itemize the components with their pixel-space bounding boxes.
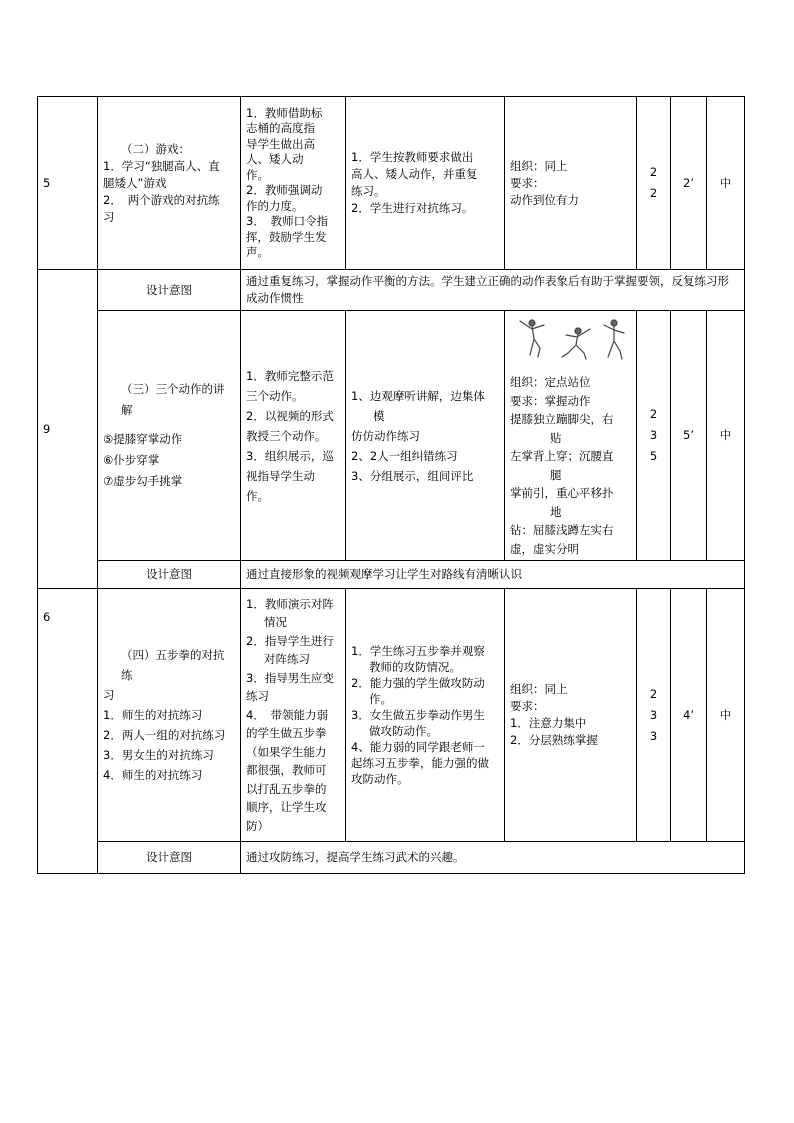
teacher-line: 1．教师演示对阵 [246, 596, 334, 611]
spacer [103, 421, 235, 429]
org-line: 动作到位有力 [510, 192, 579, 207]
org-line: 左掌背上穿；沉腰直 [510, 449, 614, 463]
teacher-line: 防） [246, 818, 269, 833]
student-line: 教师的攻防情况。 [369, 660, 461, 674]
count-digit: 5 [649, 449, 658, 463]
teacher-line: 挥，鼓励学生发 [246, 229, 327, 244]
content-line: ⑤提膝穿掌动作 [103, 432, 183, 446]
student-line: 做攻防动作。 [369, 724, 438, 738]
count-digit: 2 [649, 165, 658, 179]
design-intent-text: 通过重复练习，掌握动作平衡的方法。学生建立正确的动作表象后有助于掌握要领，反复练习形成动作惯性 [241, 270, 745, 311]
lesson-plan-table [37, 96, 745, 874]
org-line: 要求： [510, 699, 545, 713]
teacher-line: 以打乱五步拳的 [246, 781, 327, 796]
org-line: 组织：同上 [510, 158, 568, 173]
teacher-line: 视指导学生动 [246, 468, 315, 483]
organization-cell [505, 97, 637, 270]
count-digit: 3 [649, 707, 658, 722]
design-intent-label: 设计意图 [98, 270, 241, 311]
time-cell: 5’ [671, 311, 707, 561]
student-line: 1、边观摩听讲解，边集体 [351, 388, 485, 403]
teacher-line: 人、矮人动 [246, 152, 304, 166]
teacher-line: 1．教师完整示范 [246, 368, 334, 383]
content-line: 2．两人一组的对抗练习 [103, 728, 226, 742]
teacher-line: 3．指导男生应变 [246, 670, 334, 685]
org-line: 地 [550, 504, 562, 519]
student-line: 2、2人一组纠错练习 [351, 448, 458, 463]
student-line: 2．能力强的学生做攻防动 [351, 676, 485, 690]
org-line: 掌前引，重心平移扑 [510, 486, 614, 500]
org-line: 2．分层熟练掌握 [510, 733, 598, 747]
org-line: 虚，虚实分明 [510, 541, 579, 556]
student-line: 4、能力弱的同学跟老师一 [351, 740, 485, 754]
org-line: 钻：屈膝浅蹲左实右 [510, 523, 614, 537]
teacher-line: 2．教师强调动 [246, 183, 323, 197]
teacher-line: 1．教师借助标 [246, 105, 323, 120]
intensity-cell: 中 [707, 311, 745, 561]
org-line: 1．注意力集中 [510, 716, 587, 730]
student-cell [346, 311, 505, 561]
table-row-three-moves [38, 311, 745, 561]
student-line: 仿仿动作练习 [351, 428, 420, 443]
org-line: 要求：掌握动作 [510, 393, 591, 408]
teacher-line: 顺序，让学生攻 [246, 800, 327, 815]
student-line: 模 [373, 408, 385, 423]
org-line: 组织：同上 [510, 682, 568, 696]
teacher-line: 3． 教师口令指 [246, 214, 329, 228]
content-line: （二）游戏： [121, 141, 190, 156]
teacher-line: 声。 [246, 245, 269, 259]
student-line: 高人、矮人动作，并重复 [351, 167, 478, 181]
teacher-line: 对阵练习 [264, 652, 310, 667]
teacher-cell [241, 589, 346, 842]
count-digit: 2 [649, 686, 658, 701]
content-line: 1．师生的对抗练习 [103, 708, 203, 722]
student-line: 攻防动作。 [351, 772, 409, 786]
teacher-line: 三个动作。 [246, 388, 304, 403]
intensity-cell: 中 [707, 589, 745, 842]
teacher-line: 作的力度。 [246, 198, 304, 213]
count-digit: 2 [649, 186, 658, 200]
teacher-line: 志桶的高度指 [246, 121, 315, 135]
count-cell [637, 97, 671, 270]
teacher-line: 4． 带领能力弱 [246, 707, 329, 722]
content-line: 腿矮人”游戏 [103, 175, 167, 190]
content-line: 1．学习“独腿高人、直 [103, 158, 220, 173]
teacher-line: 练习 [246, 689, 269, 704]
table-row-five-step-fist [38, 589, 745, 842]
design-intent-row [38, 842, 745, 874]
teacher-line: 都很强，教师可 [246, 763, 327, 778]
org-line: 组织：定点站位 [510, 375, 591, 389]
intensity-cell: 中 [707, 97, 745, 270]
organization-cell [505, 311, 637, 561]
org-line: 贴 [550, 430, 562, 445]
design-intent-label: 设计意图 [98, 561, 241, 589]
content-line: 习 [103, 209, 115, 224]
martial-arts-figures-illustration [510, 315, 630, 363]
count-digit: 3 [649, 728, 658, 743]
count-digit: 2 [649, 407, 658, 421]
content-line: ⑥仆步穿掌 [103, 453, 160, 467]
org-line: 要求： [510, 175, 545, 190]
teacher-cell [241, 311, 346, 561]
count-cell [637, 589, 671, 842]
design-intent-row [38, 270, 745, 311]
design-intent-text: 通过攻防练习，提高学生练习武术的兴趣。 [241, 842, 745, 874]
teacher-cell [241, 97, 346, 270]
design-intent-row [38, 561, 745, 589]
content-cell [98, 589, 241, 842]
content-line: 2． 两个游戏的对抗练 [103, 192, 220, 207]
teacher-line: 情况 [264, 615, 287, 630]
content-cell [98, 311, 241, 561]
content-cell [98, 97, 241, 270]
org-line: 提膝独立蹦脚尖，右 [510, 412, 614, 426]
design-intent-text: 通过直接形象的视频观摩学习让学生对路线有清晰认识 [241, 561, 745, 589]
teacher-line: 作。 [246, 167, 269, 182]
student-line: 3、分组展示，组间评比 [351, 468, 474, 483]
teacher-line: 2．以视频的形式 [246, 408, 334, 423]
teacher-line: 2．指导学生进行 [246, 633, 334, 648]
content-line: 4．师生的对抗练习 [103, 768, 203, 782]
student-line: 1．学生练习五步拳并观察 [351, 644, 485, 658]
table-row-game [38, 97, 745, 270]
time-cell: 4’ [671, 589, 707, 842]
organization-cell [505, 589, 637, 842]
content-line: （四）五步拳的对抗练 [121, 648, 225, 682]
teacher-line: （如果学生能力 [246, 744, 327, 759]
student-line: 起练习五步拳，能力强的做 [351, 756, 489, 770]
row-index: 6 [38, 589, 98, 874]
teacher-line: 教授三个动作。 [246, 428, 327, 443]
time-cell: 2’ [671, 97, 707, 270]
design-intent-label: 设计意图 [98, 842, 241, 874]
student-line: 3．女生做五步拳动作男生 [351, 708, 485, 722]
student-line: 练习。 [351, 184, 386, 198]
count-cell [637, 311, 671, 561]
count-digit: 3 [649, 428, 658, 442]
student-line: 作。 [369, 692, 392, 706]
student-cell [346, 97, 505, 270]
teacher-line: 的学生做五步拳 [246, 726, 327, 741]
student-line: 1．学生按教师要求做出 [351, 150, 474, 164]
content-line: 3．男女生的对抗练习 [103, 748, 214, 762]
content-line: ⑦虚步勾手挑掌 [103, 474, 183, 488]
teacher-line: 3．组织展示，巡 [246, 448, 334, 463]
row-index: 9 [38, 270, 98, 589]
content-line: （三）三个动作的讲解 [121, 382, 225, 417]
student-cell [346, 589, 505, 842]
content-line: 习 [103, 688, 115, 702]
teacher-line: 作。 [246, 488, 269, 503]
org-line: 腿 [550, 467, 562, 482]
student-line: 2．学生进行对抗练习。 [351, 201, 474, 215]
teacher-line: 导学生做出高 [246, 136, 315, 151]
row-index: 5 [38, 97, 98, 270]
